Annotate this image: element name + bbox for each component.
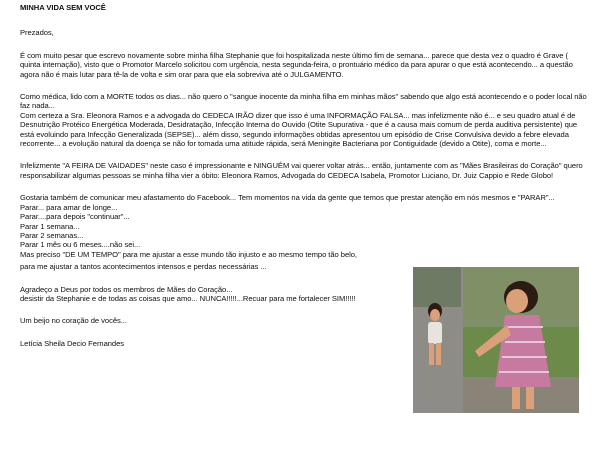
paragraph-hospitalization: É com muito pesar que escrevo novamente sobre minha filha Stephanie que foi hospitalizada neste último fim de semana... parece que desta vez o quadro é Grave ( quinta internação), visto que o Promotor Marcelo solicitou com urgência, nesta segunda-feira, o prontuário médico da para apurar o que está acontecendo... a questão agora não é mais lutar para tê-la de volta e sim orar para que ela sobreviva até o JULGAMENTO. bbox=[20, 50, 573, 79]
greeting: Prezados, bbox=[20, 28, 54, 38]
small-child-leg bbox=[429, 343, 434, 365]
pause-list bbox=[20, 203, 600, 250]
paragraph-accountability: Infelizmente "A FEIRA DE VAIDADES" neste caso é impressionante e NINGUÉM vai querer voltar atrás... então, juntamente com as "Mães Brasileiras do Coração" quero responsabilizar algumas pessoas se minha filha vier a óbito: Eleonora Ramos, Advogada do CEDECA Isabela, Promotor Luciano, Dr. Juiz Cappio e Rede Globo! bbox=[20, 161, 583, 180]
thanks-line: Agradeço a Deus por todos os membros de Mães do Coração... bbox=[20, 284, 233, 294]
small-child-body bbox=[428, 322, 442, 344]
photo-left-foliage bbox=[413, 267, 461, 307]
photo-illustration bbox=[413, 267, 579, 413]
pause-line: Parar....para depois "continuar"... bbox=[20, 212, 130, 222]
small-child-leg bbox=[436, 343, 441, 365]
paragraph-doctor: Como médica, lido com a MORTE todos os dias... não quero o "sangue inocente da minha filha em minhas mãos" sabendo que algo está acontecendo e o poder local não faz nada... bbox=[20, 92, 587, 111]
farewell: Um beijo no coração de vocês... bbox=[20, 316, 127, 326]
pause-line: Parar 1 mês ou 6 meses....não sei... bbox=[20, 240, 141, 250]
girl-in-dress-photo bbox=[413, 267, 579, 413]
girl-leg bbox=[526, 387, 534, 409]
signature: Letícia Sheila Decio Fernandes bbox=[20, 338, 125, 348]
thanks-line: desistir da Stephanie e de todas as coisas que amo... NUNCA!!!!!...Recuar para me fortalecer SIM!!!!! bbox=[20, 293, 356, 303]
girl-leg bbox=[512, 387, 520, 409]
closing-line: para me ajustar a tantos acontecimentos intensos e perdas necessárias ... bbox=[20, 262, 267, 272]
document-title: MINHA VIDA SEM VOCÊ bbox=[20, 3, 106, 12]
paragraph-facebook: Gostaria também de comunicar meu afastamento do Facebook... Tem momentos na vida da gente que temos que prestar atenção em nós mesmos e "PARAR"... bbox=[20, 193, 555, 203]
paragraph-diagnosis: Com certeza a Sra. Eleonora Ramos e a advogada do CEDECA IRÃO dizer que isso é uma INFORMAÇÃO FALSA... mas infelizmente não é... e seu quadro atual é de Desnutrição Protéico Energética Moderada, Desidratação, Infecção Interna do Ouvido (Otite Supurativa - que é a causa mais comum de perda auditiva persistente) que está evoluindo para Infecção Generalizada (SEPSE)... além disso, segundo informações obtidas apresentou um episódio de Crise Convulsiva devido a febre elevada recorrente... a evolução natural da doença se não for tomada uma atitude rápida, será Meningite Bacteriana por Contiguidade (devido a Otite), coma e morte... bbox=[20, 110, 578, 149]
girl-face bbox=[506, 289, 528, 313]
pause-line: Parar 1 semana... bbox=[20, 221, 80, 231]
closing-line: Mas preciso "DE UM TEMPO" para me ajustar a esse mundo tão injusto e ao mesmo tempo tão belo, bbox=[20, 249, 357, 259]
pause-line: Parar 2 semanas... bbox=[20, 230, 84, 240]
small-child-face bbox=[430, 309, 440, 321]
pause-line: Parar... para amar de longe... bbox=[20, 202, 118, 212]
